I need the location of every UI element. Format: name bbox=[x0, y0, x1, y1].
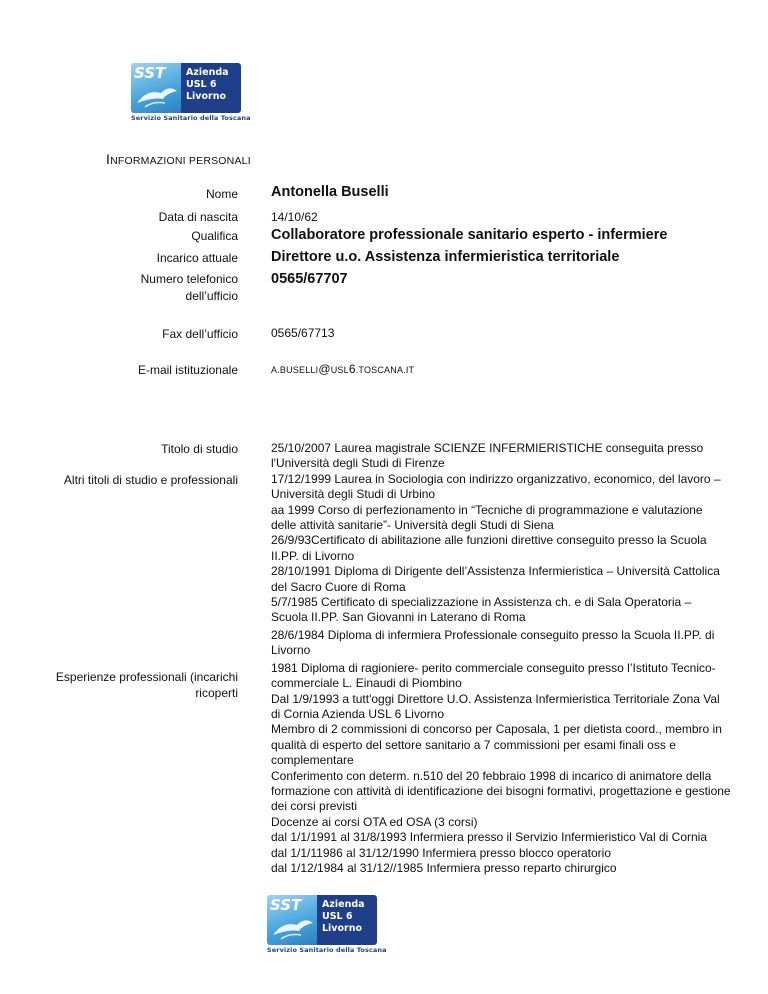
logo-name-block bbox=[317, 895, 377, 945]
entry-item: dal 1/12/1984 al 31/12//1985 Infermiera presso reparto chirurgico bbox=[271, 860, 617, 875]
altri-titoli-label: Altri titoli di studio e professionali bbox=[63, 473, 238, 487]
fax-value: 0565/67713 bbox=[271, 326, 335, 340]
nascita-value: 14/10/62 bbox=[271, 210, 318, 224]
logo-line2: USL 6 bbox=[322, 911, 353, 922]
fax-label: Fax dell’ufficio bbox=[162, 327, 238, 341]
esperienze-label-2: ricoperti bbox=[195, 686, 238, 700]
bird-icon bbox=[131, 63, 183, 113]
logo-tagline: Servizio Sanitario della Toscana bbox=[131, 114, 251, 122]
nascita-label: Data di nascita bbox=[158, 210, 238, 224]
section-title bbox=[106, 151, 251, 167]
nome-value: Antonella Buselli bbox=[271, 184, 389, 200]
entry-item: 17/12/1999 Laurea in Sociologia con indirizzo organizzativo, economico, del lavoro – Università degli Studi di Urbino bbox=[271, 471, 721, 502]
header-logo bbox=[131, 63, 251, 127]
email-domain-c: .TOSCANA.IT bbox=[355, 365, 415, 375]
telefono-value: 0565/67707 bbox=[271, 271, 348, 287]
logo-sst-text: SST bbox=[270, 896, 302, 914]
section-title-rest: NFORMAZIONI PERSONALI bbox=[110, 155, 251, 167]
email-user: A.BUSELLI bbox=[271, 365, 319, 375]
telefono-label-1: Numero telefonico bbox=[140, 272, 238, 286]
entry-item: dal 1/1/1991 al 31/8/1993 Infermiera presso il Servizio Infermieristico Val di Cornia bbox=[271, 830, 707, 845]
entry-item: Conferimento con determ. n.510 del 20 febbraio 1998 di incarico di animatore della formazione con attività di identificazione dei bisogni formativi, progettazione e gestione dei corsi previsti bbox=[271, 768, 731, 814]
section-title-initial: I bbox=[106, 151, 111, 167]
logo-name-block bbox=[181, 63, 241, 113]
entry-item: 28/10/1991 Diploma di Dirigente dell’Assistenza Infermieristica – Università Cattolica del Sacro Cuore di Roma bbox=[271, 564, 720, 594]
logo-mark bbox=[267, 895, 377, 945]
qualifica-value: Collaboratore professionale sanitario esperto - infermiere bbox=[271, 227, 668, 243]
qualifica-label: Qualifica bbox=[191, 229, 238, 243]
entry-item: Docenze ai corsi OTA ed OSA (3 corsi) bbox=[271, 814, 478, 829]
entry-item: Membro di 2 commissioni di concorso per Caposala, 1 per dietista coord., membro in qualità di esperto del settore sanitario a 7 commissioni per esami finali oss e complementare bbox=[271, 722, 722, 768]
entry-item: aa 1999 Corso di perfezionamento in “Tecniche di programmazione e valutazione delle attività sanitarie”- Università degli Studi di Siena bbox=[271, 502, 703, 533]
entry-item: 28/6/1984 Diploma di infermiera Professionale conseguito presso la Scuola II.PP. di Livorno bbox=[271, 627, 715, 658]
entries-list bbox=[271, 441, 731, 876]
email-at: @ bbox=[318, 362, 331, 376]
logo-line2: USL 6 bbox=[186, 79, 217, 90]
entry-item: 26/9/93Certificato di abilitazione alle funzioni direttive conseguito presso la Scuola II.PP. di Livorno bbox=[271, 533, 707, 563]
email-domain-b: 6 bbox=[348, 362, 356, 376]
logo-line1: Azienda bbox=[186, 67, 229, 78]
incarico-label: Incarico attuale bbox=[156, 251, 238, 265]
entry-item: Dal 1/9/1993 a tutt'oggi Direttore U.O. Assistenza Infermieristica Territoriale Zona Val di Cornia Azienda USL 6 Livorno bbox=[271, 691, 720, 721]
email-domain-a: USL bbox=[330, 365, 349, 375]
logo-sst-text: SST bbox=[134, 64, 166, 82]
bird-icon bbox=[267, 895, 319, 945]
email-value[interactable] bbox=[271, 361, 414, 379]
nome-label: Nome bbox=[205, 187, 238, 201]
logo-sst-block bbox=[267, 895, 319, 945]
titolo-label: Titolo di studio bbox=[161, 442, 238, 456]
logo-line3: Livorno bbox=[186, 91, 227, 102]
incarico-value: Direttore u.o. Assistenza infermieristica territoriale bbox=[271, 249, 620, 265]
footer-logo bbox=[267, 895, 387, 959]
entry-item: 1981 Diploma di ragioniere- perito commerciale conseguito presso l’Istituto Tecnico-commerciale L. Einaudi di Piombino bbox=[271, 660, 716, 691]
entry-item: dal 1/1/11986 al 31/12/1990 Infermiera presso blocco operatorio bbox=[271, 845, 612, 860]
esperienze-label-1: Esperienze professionali (incarichi bbox=[55, 670, 238, 684]
logo-line3: Livorno bbox=[322, 923, 363, 934]
email-label: E-mail istituzionale bbox=[137, 363, 238, 377]
telefono-label-2: dell’ufficio bbox=[185, 289, 238, 303]
logo-sst-block bbox=[131, 63, 183, 113]
logo-mark bbox=[131, 63, 241, 113]
entry-item: 25/10/2007 Laurea magistrale SCIENZE INFERMIERISTICHE conseguita presso l'Università degli Studi di Firenze bbox=[271, 441, 704, 471]
entry-item: 5/7/1985 Certificato di specializzazione in Assistenza ch. e di Sala Operatoria – Scuola II.PP. San Giovanni in Laterano di Roma bbox=[271, 595, 692, 625]
logo-tagline: Servizio Sanitario della Toscana bbox=[267, 946, 387, 954]
logo-line1: Azienda bbox=[322, 899, 365, 910]
